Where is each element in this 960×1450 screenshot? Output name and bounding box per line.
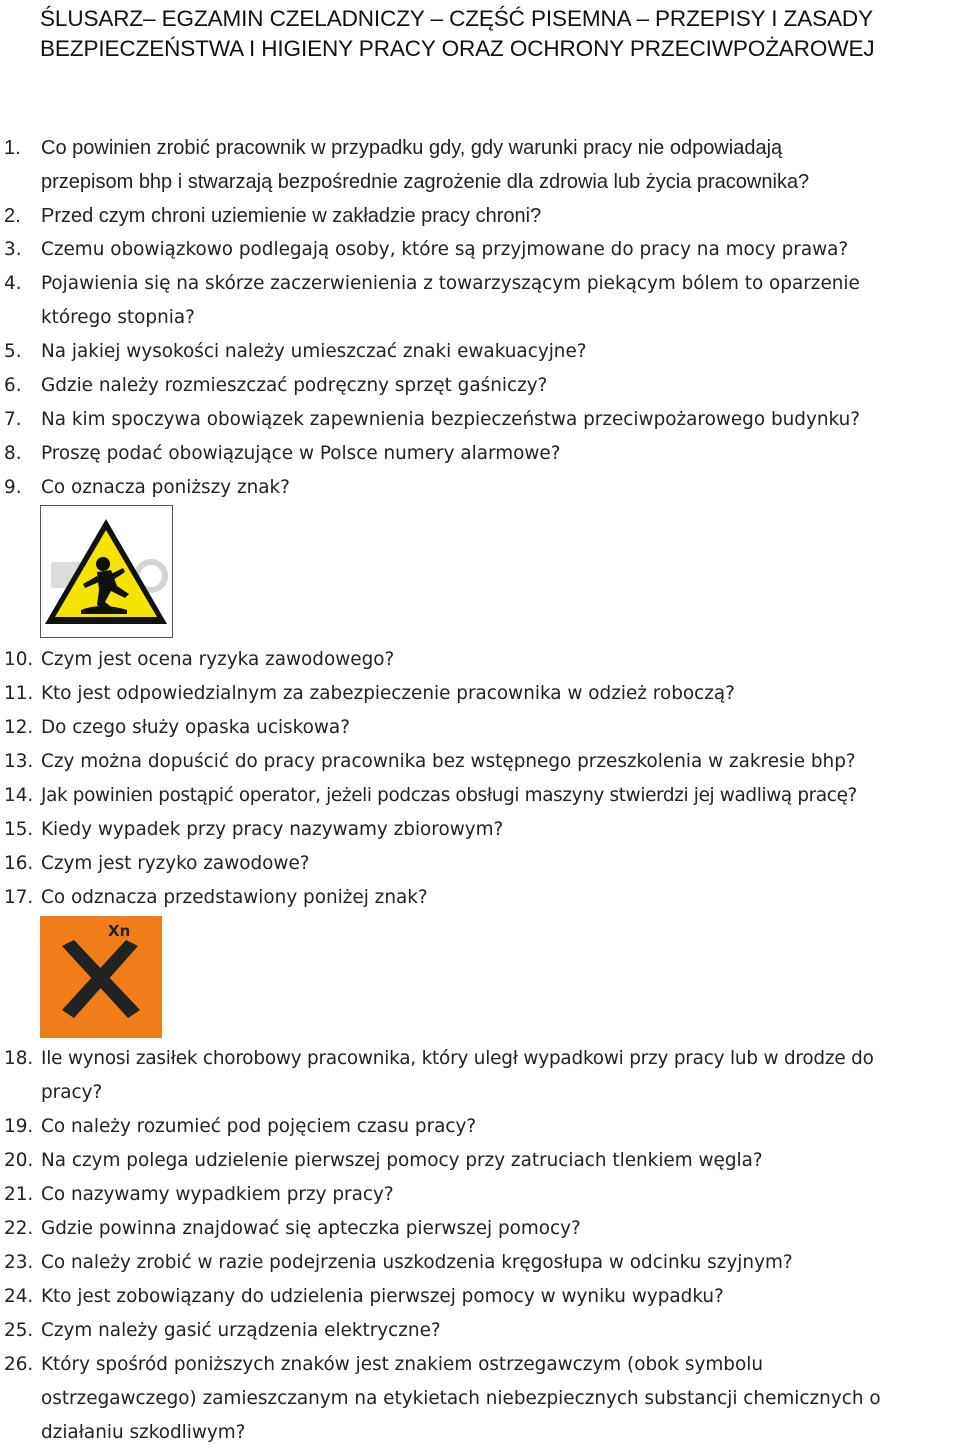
question-number: 13. xyxy=(4,751,34,772)
question-text: Przed czym chroni uziemienie w zakładzie pracy chroni? xyxy=(41,205,542,227)
question-number: 1. xyxy=(4,137,21,159)
question-number: 7. xyxy=(4,409,22,430)
question-number: 14. xyxy=(4,785,34,806)
question-text: pracy? xyxy=(41,1082,103,1103)
question-text: Który spośród poniższych znaków jest znakiem ostrzegawczym (obok symbolu xyxy=(41,1354,763,1375)
question-text: Ile wynosi zasiłek chorobowy pracownika, który uległ wypadkowi przy pracy lub w drodze do xyxy=(41,1048,874,1069)
harmful-xn-icon xyxy=(40,916,162,1038)
question-number: 22. xyxy=(4,1218,34,1239)
question-number: 20. xyxy=(4,1150,34,1171)
question-number: 19. xyxy=(4,1116,34,1137)
question-text: Na kim spoczywa obowiązek zapewnienia bezpieczeństwa przeciwpożarowego budynku? xyxy=(41,409,860,430)
question-number: 2. xyxy=(4,205,21,227)
question-number: 23. xyxy=(4,1252,34,1273)
slip-hazard-warning-icon xyxy=(40,505,173,638)
question-number: 16. xyxy=(4,853,34,874)
question-text: Gdzie powinna znajdować się apteczka pierwszej pomocy? xyxy=(41,1218,581,1239)
question-number: 24. xyxy=(4,1286,34,1307)
question-number: 5. xyxy=(4,341,22,362)
question-text: Jak powinien postąpić operator, jeżeli podczas obsługi maszyny stwierdzi jej wadliwą pracę? xyxy=(41,785,857,806)
question-text: Kiedy wypadek przy pracy nazywamy zbiorowym? xyxy=(41,819,504,840)
question-text: Kto jest odpowiedzialnym za zabezpieczenie pracownika w odzież roboczą? xyxy=(41,683,735,704)
document-title xyxy=(40,4,955,64)
question-number: 21. xyxy=(4,1184,34,1205)
question-number: 12. xyxy=(4,717,34,738)
question-number: 10. xyxy=(4,649,34,670)
question-text: działaniu szkodliwym? xyxy=(41,1422,246,1443)
question-number: 18. xyxy=(4,1048,34,1069)
question-text: Co nazywamy wypadkiem przy pracy? xyxy=(41,1184,394,1205)
question-text: którego stopnia? xyxy=(41,307,195,328)
question-number: 17. xyxy=(4,887,34,908)
question-text: Do czego służy opaska uciskowa? xyxy=(41,717,350,738)
question-number: 26. xyxy=(4,1354,34,1375)
question-text: Proszę podać obowiązujące w Polsce numery alarmowe? xyxy=(41,443,561,464)
question-text: Na czym polega udzielenie pierwszej pomocy przy zatruciach tlenkiem węgla? xyxy=(41,1150,763,1171)
question-text: Czym należy gasić urządzenia elektryczne? xyxy=(41,1320,441,1341)
question-number: 6. xyxy=(4,375,22,396)
question-number: 25. xyxy=(4,1320,34,1341)
question-number: 15. xyxy=(4,819,34,840)
question-number: 9. xyxy=(4,477,22,498)
question-number: 3. xyxy=(4,239,22,260)
question-text: Czy można dopuścić do pracy pracownika bez wstępnego przeszkolenia w zakresie bhp? xyxy=(41,751,856,772)
question-number: 8. xyxy=(4,443,22,464)
question-text: ostrzegawczego) zamieszczanym na etykietach niebezpiecznych substancji chemicznych o xyxy=(41,1388,881,1409)
question-text: Co odznacza przedstawiony poniżej znak? xyxy=(41,887,428,908)
question-text: Na jakiej wysokości należy umieszczać znaki ewakuacyjne? xyxy=(41,341,587,362)
question-text: Pojawienia się na skórze zaczerwienienia z towarzyszącym piekącym bólem to oparzenie xyxy=(41,273,860,294)
question-text: Czym jest ocena ryzyka zawodowego? xyxy=(41,649,395,670)
question-text: Co należy rozumieć pod pojęciem czasu pracy? xyxy=(41,1116,477,1137)
question-text: Kto jest zobowiązany do udzielenia pierwszej pomocy w wyniku wypadku? xyxy=(41,1286,724,1307)
document-title-line-2: BEZPIECZEŃSTWA I HIGIENY PRACY ORAZ OCHRONY PRZECIWPOŻAROWEJ xyxy=(40,36,875,61)
question-text: Czym jest ryzyko zawodowe? xyxy=(41,853,310,874)
document-title-line-1: ŚLUSARZ– EGZAMIN CZELADNICZY – CZĘŚĆ PISEMNA – PRZEPISY I ZASADY xyxy=(40,6,873,31)
xn-label: Xn xyxy=(108,922,131,940)
question-text: Gdzie należy rozmieszczać podręczny sprzęt gaśniczy? xyxy=(41,375,548,396)
question-text: Co należy zrobić w razie podejrzenia uszkodzenia kręgosłupa w odcinku szyjnym? xyxy=(41,1252,793,1273)
question-text: Co powinien zrobić pracownik w przypadku gdy, gdy warunki pracy nie odpowiadają xyxy=(41,137,783,159)
question-text: Czemu obowiązkowo podlegają osoby, które są przyjmowane do pracy na mocy prawa? xyxy=(41,239,849,260)
question-number: 4. xyxy=(4,273,22,294)
question-text: przepisom bhp i stwarzają bezpośrednie zagrożenie dla zdrowia lub życia pracownika? xyxy=(41,171,810,193)
question-number: 11. xyxy=(4,683,34,704)
question-text: Co oznacza poniższy znak? xyxy=(41,477,290,498)
